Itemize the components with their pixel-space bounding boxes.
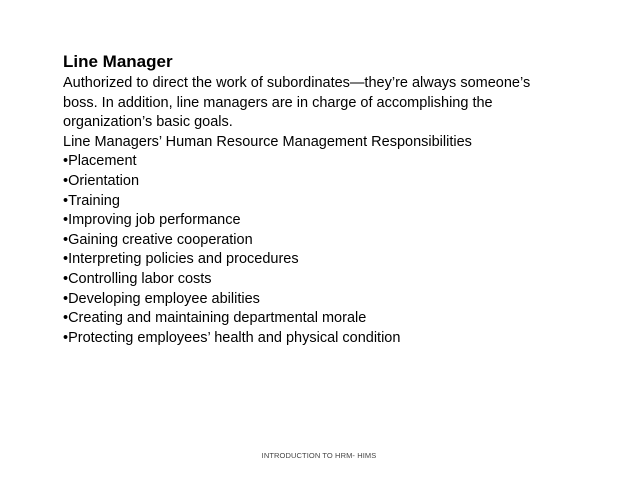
slide-footer: INTRODUCTION TO HRM- HIMS (261, 451, 377, 460)
list-item: •Training (63, 192, 120, 209)
list-item: •Orientation (63, 172, 140, 189)
definition-text: Authorized to direct the work of subordinates—they’re always someone’s boss. In addition, line managers are in charge of accomplishing the organization’s basic goals. (63, 75, 531, 131)
responsibilities-list (63, 152, 563, 348)
list-item: •Gaining creative cooperation (63, 231, 253, 248)
responsibilities-heading: Line Managers’ Human Resource Management Responsibilities (63, 133, 472, 150)
list-item: •Placement (63, 153, 137, 170)
slide-title: Line Manager (63, 52, 173, 71)
list-item: •Creating and maintaining departmental morale (63, 310, 367, 327)
list-item: •Protecting employees’ health and physical condition (63, 329, 401, 346)
list-item: •Interpreting policies and procedures (63, 251, 299, 268)
list-item: •Developing employee abilities (63, 290, 260, 307)
slide-content (63, 50, 563, 348)
list-item: •Improving job performance (63, 212, 241, 229)
list-item: •Controlling labor costs (63, 270, 212, 287)
